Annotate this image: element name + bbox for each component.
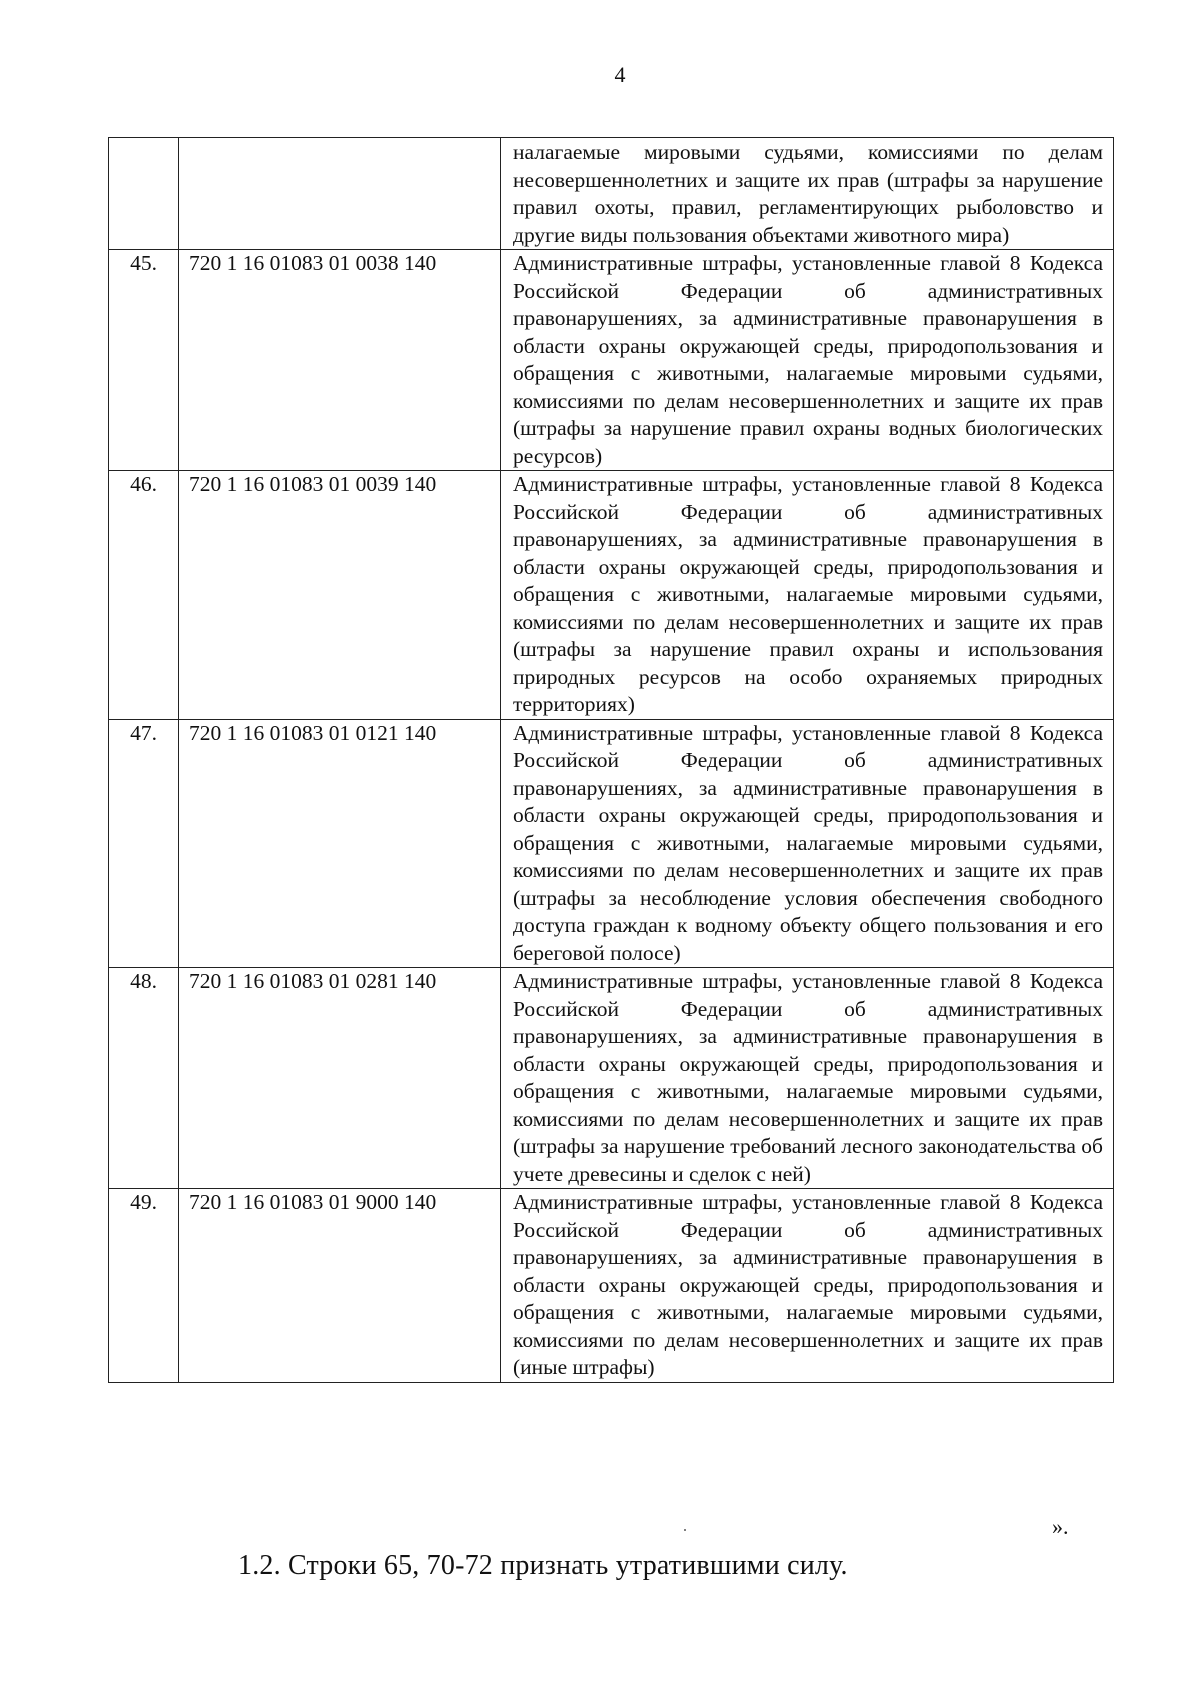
budget-code: 720 1 16 01083 01 0039 140 — [179, 471, 501, 720]
budget-code-table — [108, 137, 1114, 1383]
table-row — [109, 138, 1114, 250]
row-number: 48. — [109, 968, 179, 1189]
closing-quote: ». — [1052, 1514, 1069, 1539]
budget-code: 720 1 16 01083 01 0038 140 — [179, 250, 501, 471]
row-description: налагаемые мировыми судьями, комиссиями по делам несовершеннолетних и защите их прав (штрафы за нарушение правил охоты, правил, регламентирующих рыболовство и другие виды пользования объектами животного мира) — [501, 138, 1114, 250]
amendment-paragraph: 1.2. Строки 65, 70-72 признать утратившими силу. — [238, 1550, 848, 1581]
scan-speck — [684, 1529, 686, 1531]
table-row — [109, 968, 1114, 1189]
budget-code: 720 1 16 01083 01 9000 140 — [179, 1189, 501, 1383]
row-description: Административные штрафы, установленные главой 8 Кодекса Российской Федерации об административных правонарушениях, за административные правонарушения в области охраны окружающей среды, природопользования и обращения с животными, налагаемые мировыми судьями, комиссиями по делам несовершеннолетних и защите их прав (штрафы за несоблюдение условия обеспечения свободного доступа граждан к водному объекту общего пользования и его береговой полосе) — [501, 719, 1114, 968]
row-number: 47. — [109, 719, 179, 968]
row-description: Административные штрафы, установленные главой 8 Кодекса Российской Федерации об административных правонарушениях, за административные правонарушения в области охраны окружающей среды, природопользования и обращения с животными, налагаемые мировыми судьями, комиссиями по делам несовершеннолетних и защите их прав (штрафы за нарушение правил охраны водных биологических ресурсов) — [501, 250, 1114, 471]
row-number: 49. — [109, 1189, 179, 1383]
table-row — [109, 1189, 1114, 1383]
table-row — [109, 250, 1114, 471]
budget-code — [179, 138, 501, 250]
budget-code: 720 1 16 01083 01 0121 140 — [179, 719, 501, 968]
page-number: 4 — [614, 62, 626, 87]
row-number: 45. — [109, 250, 179, 471]
table-row — [109, 471, 1114, 720]
row-description: Административные штрафы, установленные главой 8 Кодекса Российской Федерации об административных правонарушениях, за административные правонарушения в области охраны окружающей среды, природопользования и обращения с животными, налагаемые мировыми судьями, комиссиями по делам несовершеннолетних и защите их прав (иные штрафы) — [501, 1189, 1114, 1383]
budget-code: 720 1 16 01083 01 0281 140 — [179, 968, 501, 1189]
row-number: 46. — [109, 471, 179, 720]
row-description: Административные штрафы, установленные главой 8 Кодекса Российской Федерации об административных правонарушениях, за административные правонарушения в области охраны окружающей среды, природопользования и обращения с животными, налагаемые мировыми судьями, комиссиями по делам несовершеннолетних и защите их прав (штрафы за нарушение правил охраны и использования природных ресурсов на особо охраняемых природных территориях) — [501, 471, 1114, 720]
row-number — [109, 138, 179, 250]
row-description: Административные штрафы, установленные главой 8 Кодекса Российской Федерации об административных правонарушениях, за административные правонарушения в области охраны окружающей среды, природопользования и обращения с животными, налагаемые мировыми судьями, комиссиями по делам несовершеннолетних и защите их прав (штрафы за нарушение требований лесного законодательства об учете древесины и сделок с ней) — [501, 968, 1114, 1189]
table-row — [109, 719, 1114, 968]
